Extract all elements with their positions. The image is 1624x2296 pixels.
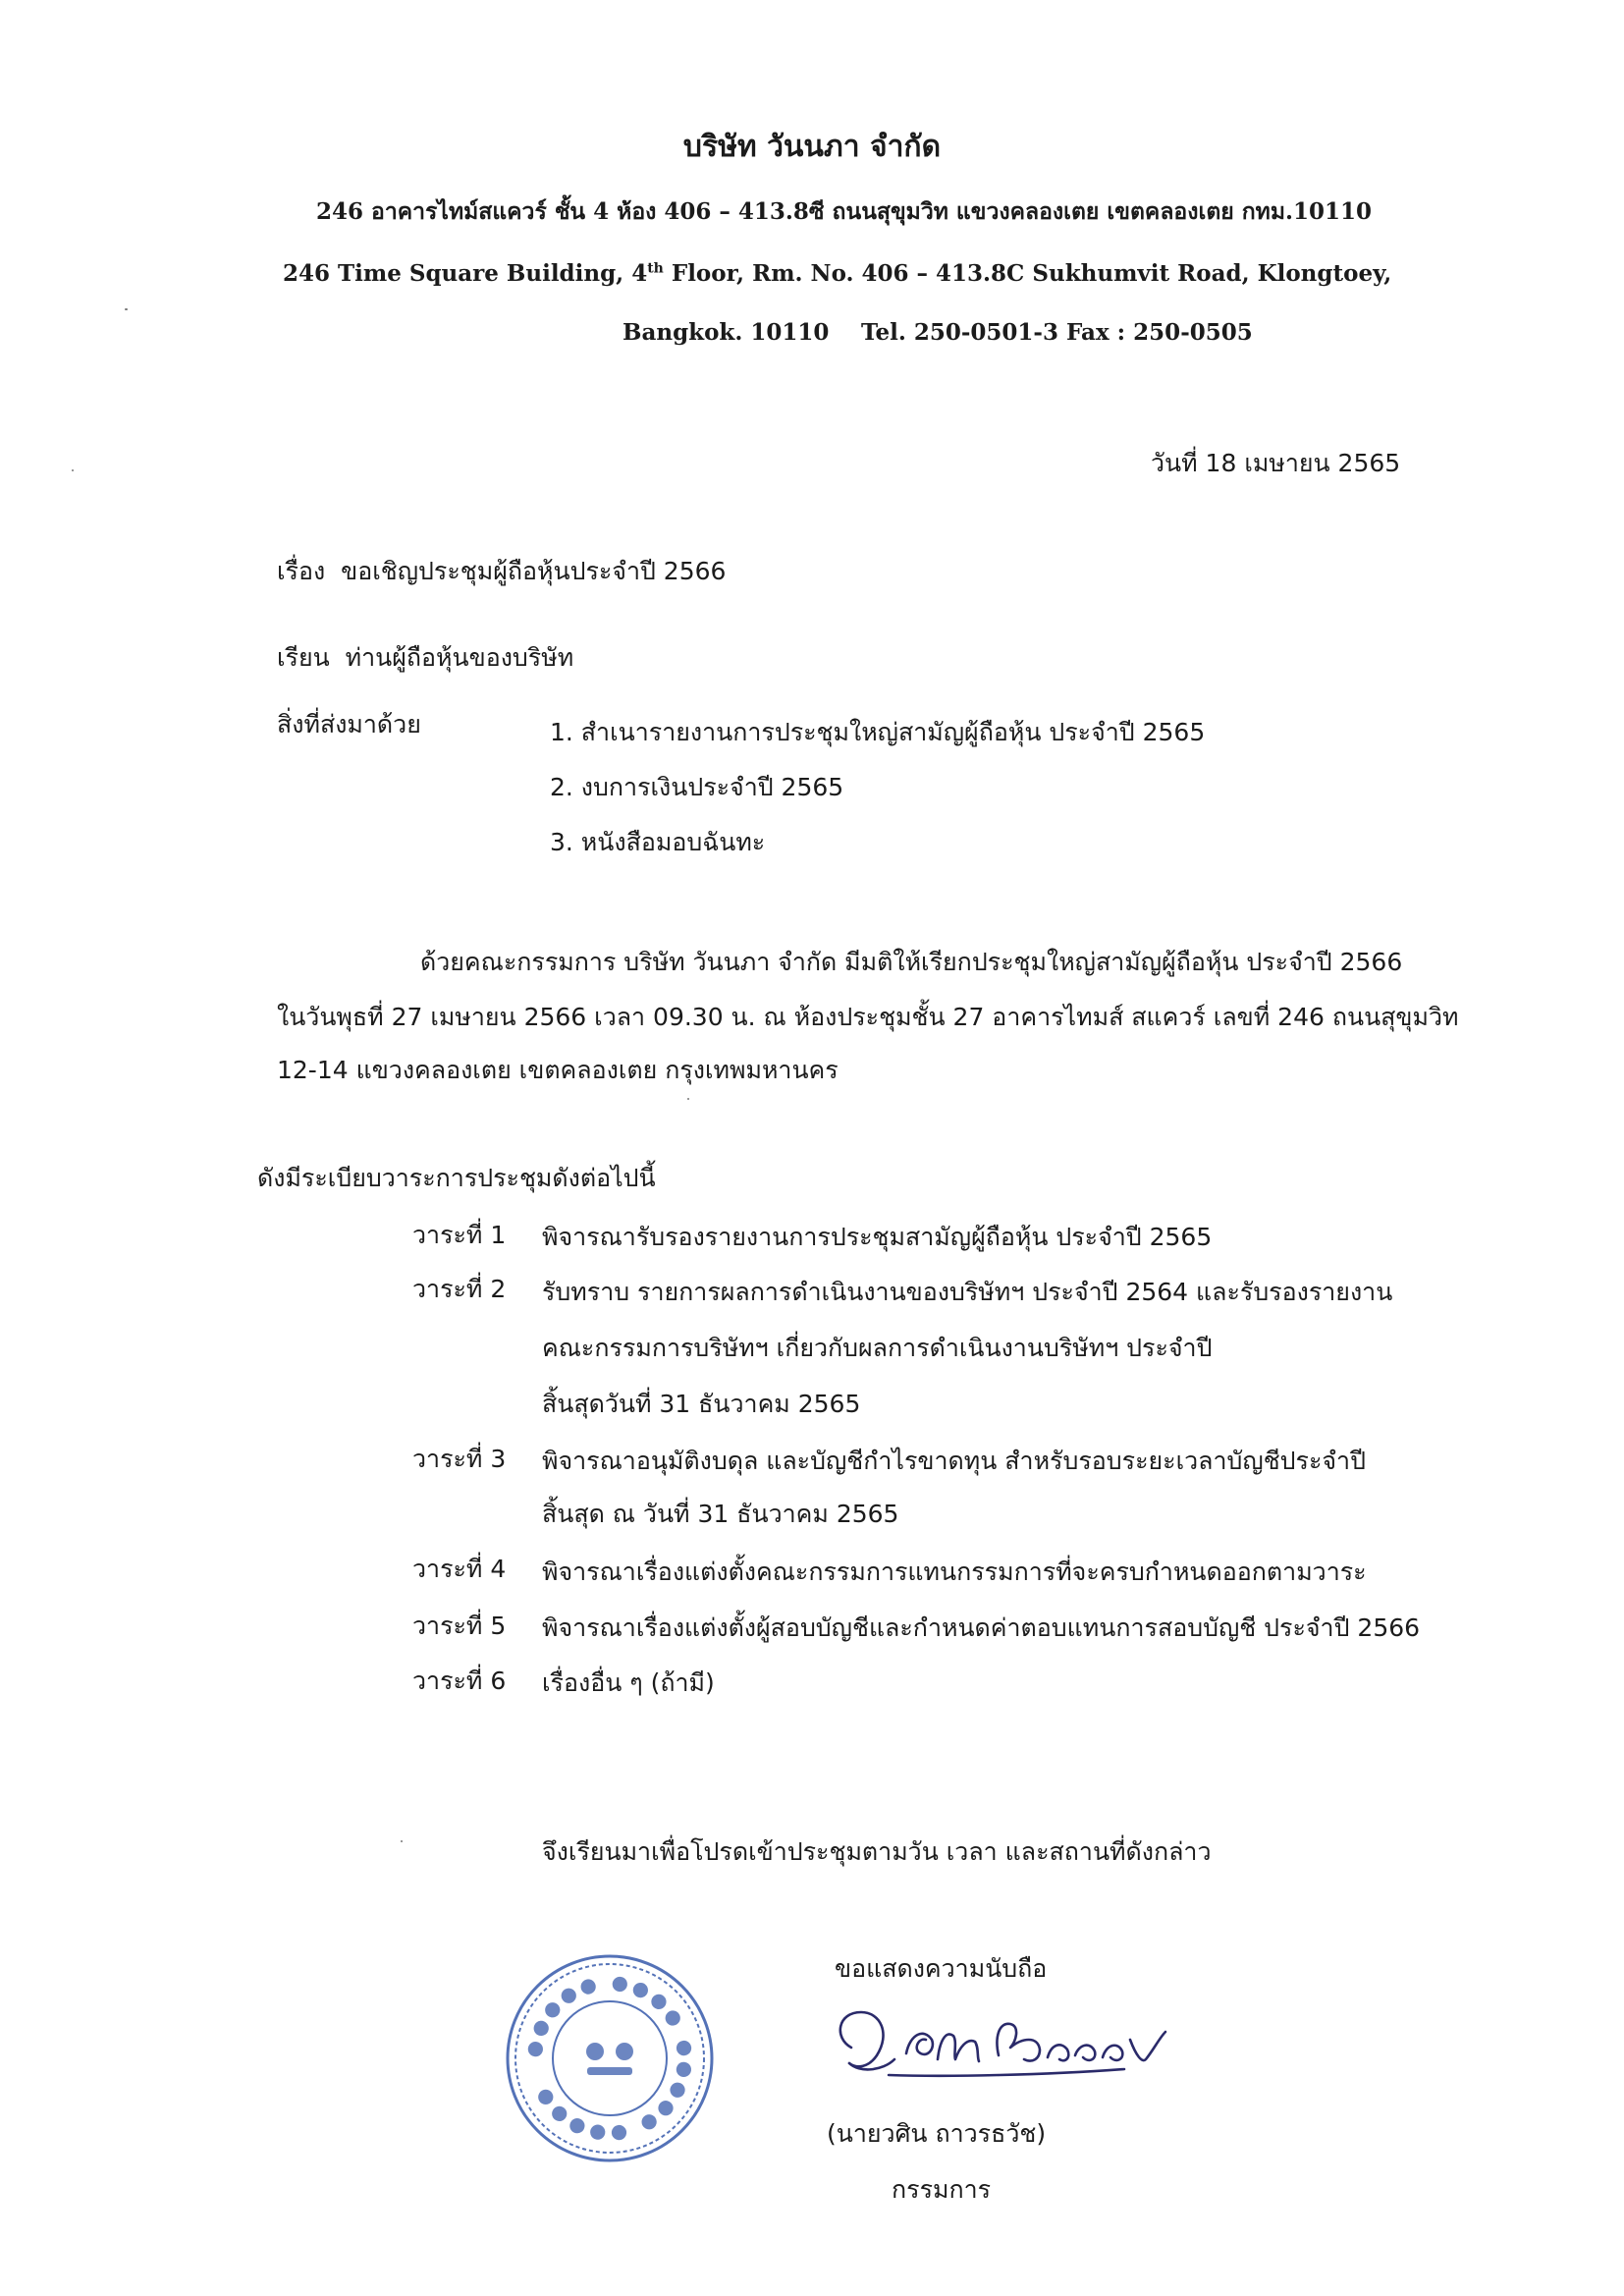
agenda-item-text: พิจารณาเรื่องแต่งตั้งผู้สอบบัญชีและกำหนดค่าตอบแทนการสอบบัญชี ประจำปี 2566	[542, 1613, 1421, 1642]
body-paragraph-line: ด้วยคณะกรรมการ บริษัท วันนภา จำกัด มีมติให้เรียกประชุมใหญ่สามัญผู้ถือหุ้น ประจำปี 2566	[420, 948, 1403, 976]
agenda-item-label: วาระที่ 3	[412, 1445, 507, 1473]
agenda-item-text: คณะกรรมการบริษัทฯ เกี่ยวกับผลการดำเนินงานบริษัทฯ ประจำปี	[542, 1334, 1213, 1362]
address-english-line1-start: 246 Time Square Building, 4	[283, 260, 648, 287]
address-english-line1	[283, 260, 1391, 287]
scan-speck	[687, 1098, 689, 1100]
agenda-item-label: วาระที่ 4	[412, 1555, 507, 1583]
subject-line	[277, 552, 726, 591]
agenda-item-text: รับทราบ รายการผลการดำเนินงานของบริษัทฯ ประจำปี 2564 และรับรองรายงาน	[542, 1278, 1393, 1306]
scan-speck	[401, 1840, 403, 1842]
enclosures-label: สิ่งที่ส่งมาด้วย	[277, 710, 421, 738]
regards-line: ขอแสดงความนับถือ	[835, 1954, 1048, 1983]
agenda-intro: ดังมีระเบียบวาระการประชุมดังต่อไปนี้	[257, 1164, 656, 1192]
recipient-line	[277, 638, 573, 678]
subject-text: ขอเชิญประชุมผู้ถือหุ้นประจำปี 2566	[341, 557, 727, 585]
company-name: บริษัท วันนภา จำกัด	[682, 130, 942, 164]
recipient-label: เรียน	[277, 643, 330, 672]
agenda-item-label: วาระที่ 2	[412, 1275, 507, 1303]
enclosure-item: 2. งบการเงินประจำปี 2565	[550, 773, 844, 801]
agenda-item-text: สิ้นสุด ณ วันที่ 31 ธันวาคม 2565	[542, 1500, 899, 1528]
address-english-ordinal: th	[647, 260, 664, 277]
agenda-item-text: พิจารณาอนุมัติงบดุล และบัญชีกำไรขาดทุน สำหรับรอบระยะเวลาบัญชีประจำปี	[542, 1447, 1366, 1475]
body-paragraph-line: 12-14 แขวงคลองเตย เขตคลองเตย กรุงเทพมหานคร	[277, 1056, 839, 1084]
letter-date: วันที่ 18 เมษายน 2565	[1151, 449, 1401, 477]
agenda-item-label: วาระที่ 1	[412, 1221, 507, 1249]
signatory-name: (นายวศิน ถาวรธวัช)	[827, 2119, 1047, 2148]
address-thai: 246 อาคารไทม์สแควร์ ชั้น 4 ห้อง 406 – 413.8ซี ถนนสุขุมวิท แขวงคลองเตย เขตคลองเตย กทม.10110	[316, 198, 1373, 225]
signatory-title: กรรมการ	[892, 2175, 992, 2204]
address-english-line1-end: Floor, Rm. No. 406 – 413.8C Sukhumvit Road, Klongtoey,	[663, 260, 1392, 287]
svg-text:●●●●● ●●●● ●●●●● ●●●●●: ●●●●● ●●●● ●●●●● ●●●●●	[520, 1969, 699, 2148]
agenda-item-label: วาระที่ 6	[412, 1667, 507, 1695]
enclosure-item: 3. หนังสือมอบฉันทะ	[550, 828, 766, 856]
agenda-item-text: พิจารณารับรองรายงานการประชุมสามัญผู้ถือหุ้น ประจำปี 2565	[542, 1223, 1213, 1251]
address-english-city: Bangkok. 10110	[623, 319, 830, 346]
body-paragraph-line: ในวันพุธที่ 27 เมษายน 2566 เวลา 09.30 น. ณ ห้องประชุมชั้น 27 อาคารไทมส์ สแควร์ เลขที่ 246 ถนนสุขุมวิท	[277, 1003, 1459, 1031]
agenda-item-label: วาระที่ 5	[412, 1612, 507, 1640]
recipient-text: ท่านผู้ถือหุ้นของบริษัท	[345, 643, 574, 672]
subject-label: เรื่อง	[277, 557, 326, 585]
scan-speck	[72, 469, 74, 471]
address-english-contact: Tel. 250-0501-3 Fax : 250-0505	[861, 319, 1253, 346]
agenda-item-text: พิจารณาเรื่องแต่งตั้งคณะกรรมการแทนกรรมการที่จะครบกำหนดออกตามวาระ	[542, 1558, 1367, 1586]
agenda-item-text: เรื่องอื่น ๆ (ถ้ามี)	[542, 1668, 715, 1697]
agenda-item-text: สิ้นสุดวันที่ 31 ธันวาคม 2565	[542, 1390, 861, 1418]
scan-speck	[125, 308, 128, 310]
handwritten-signature	[830, 1998, 1203, 2087]
enclosure-item: 1. สำเนารายงานการประชุมใหญ่สามัญผู้ถือหุ้น ประจำปี 2565	[550, 718, 1206, 746]
company-seal-stamp	[501, 1949, 719, 2167]
closing-line: จึงเรียนมาเพื่อโปรดเข้าประชุมตามวัน เวลา และสถานที่ดังกล่าว	[542, 1837, 1212, 1866]
